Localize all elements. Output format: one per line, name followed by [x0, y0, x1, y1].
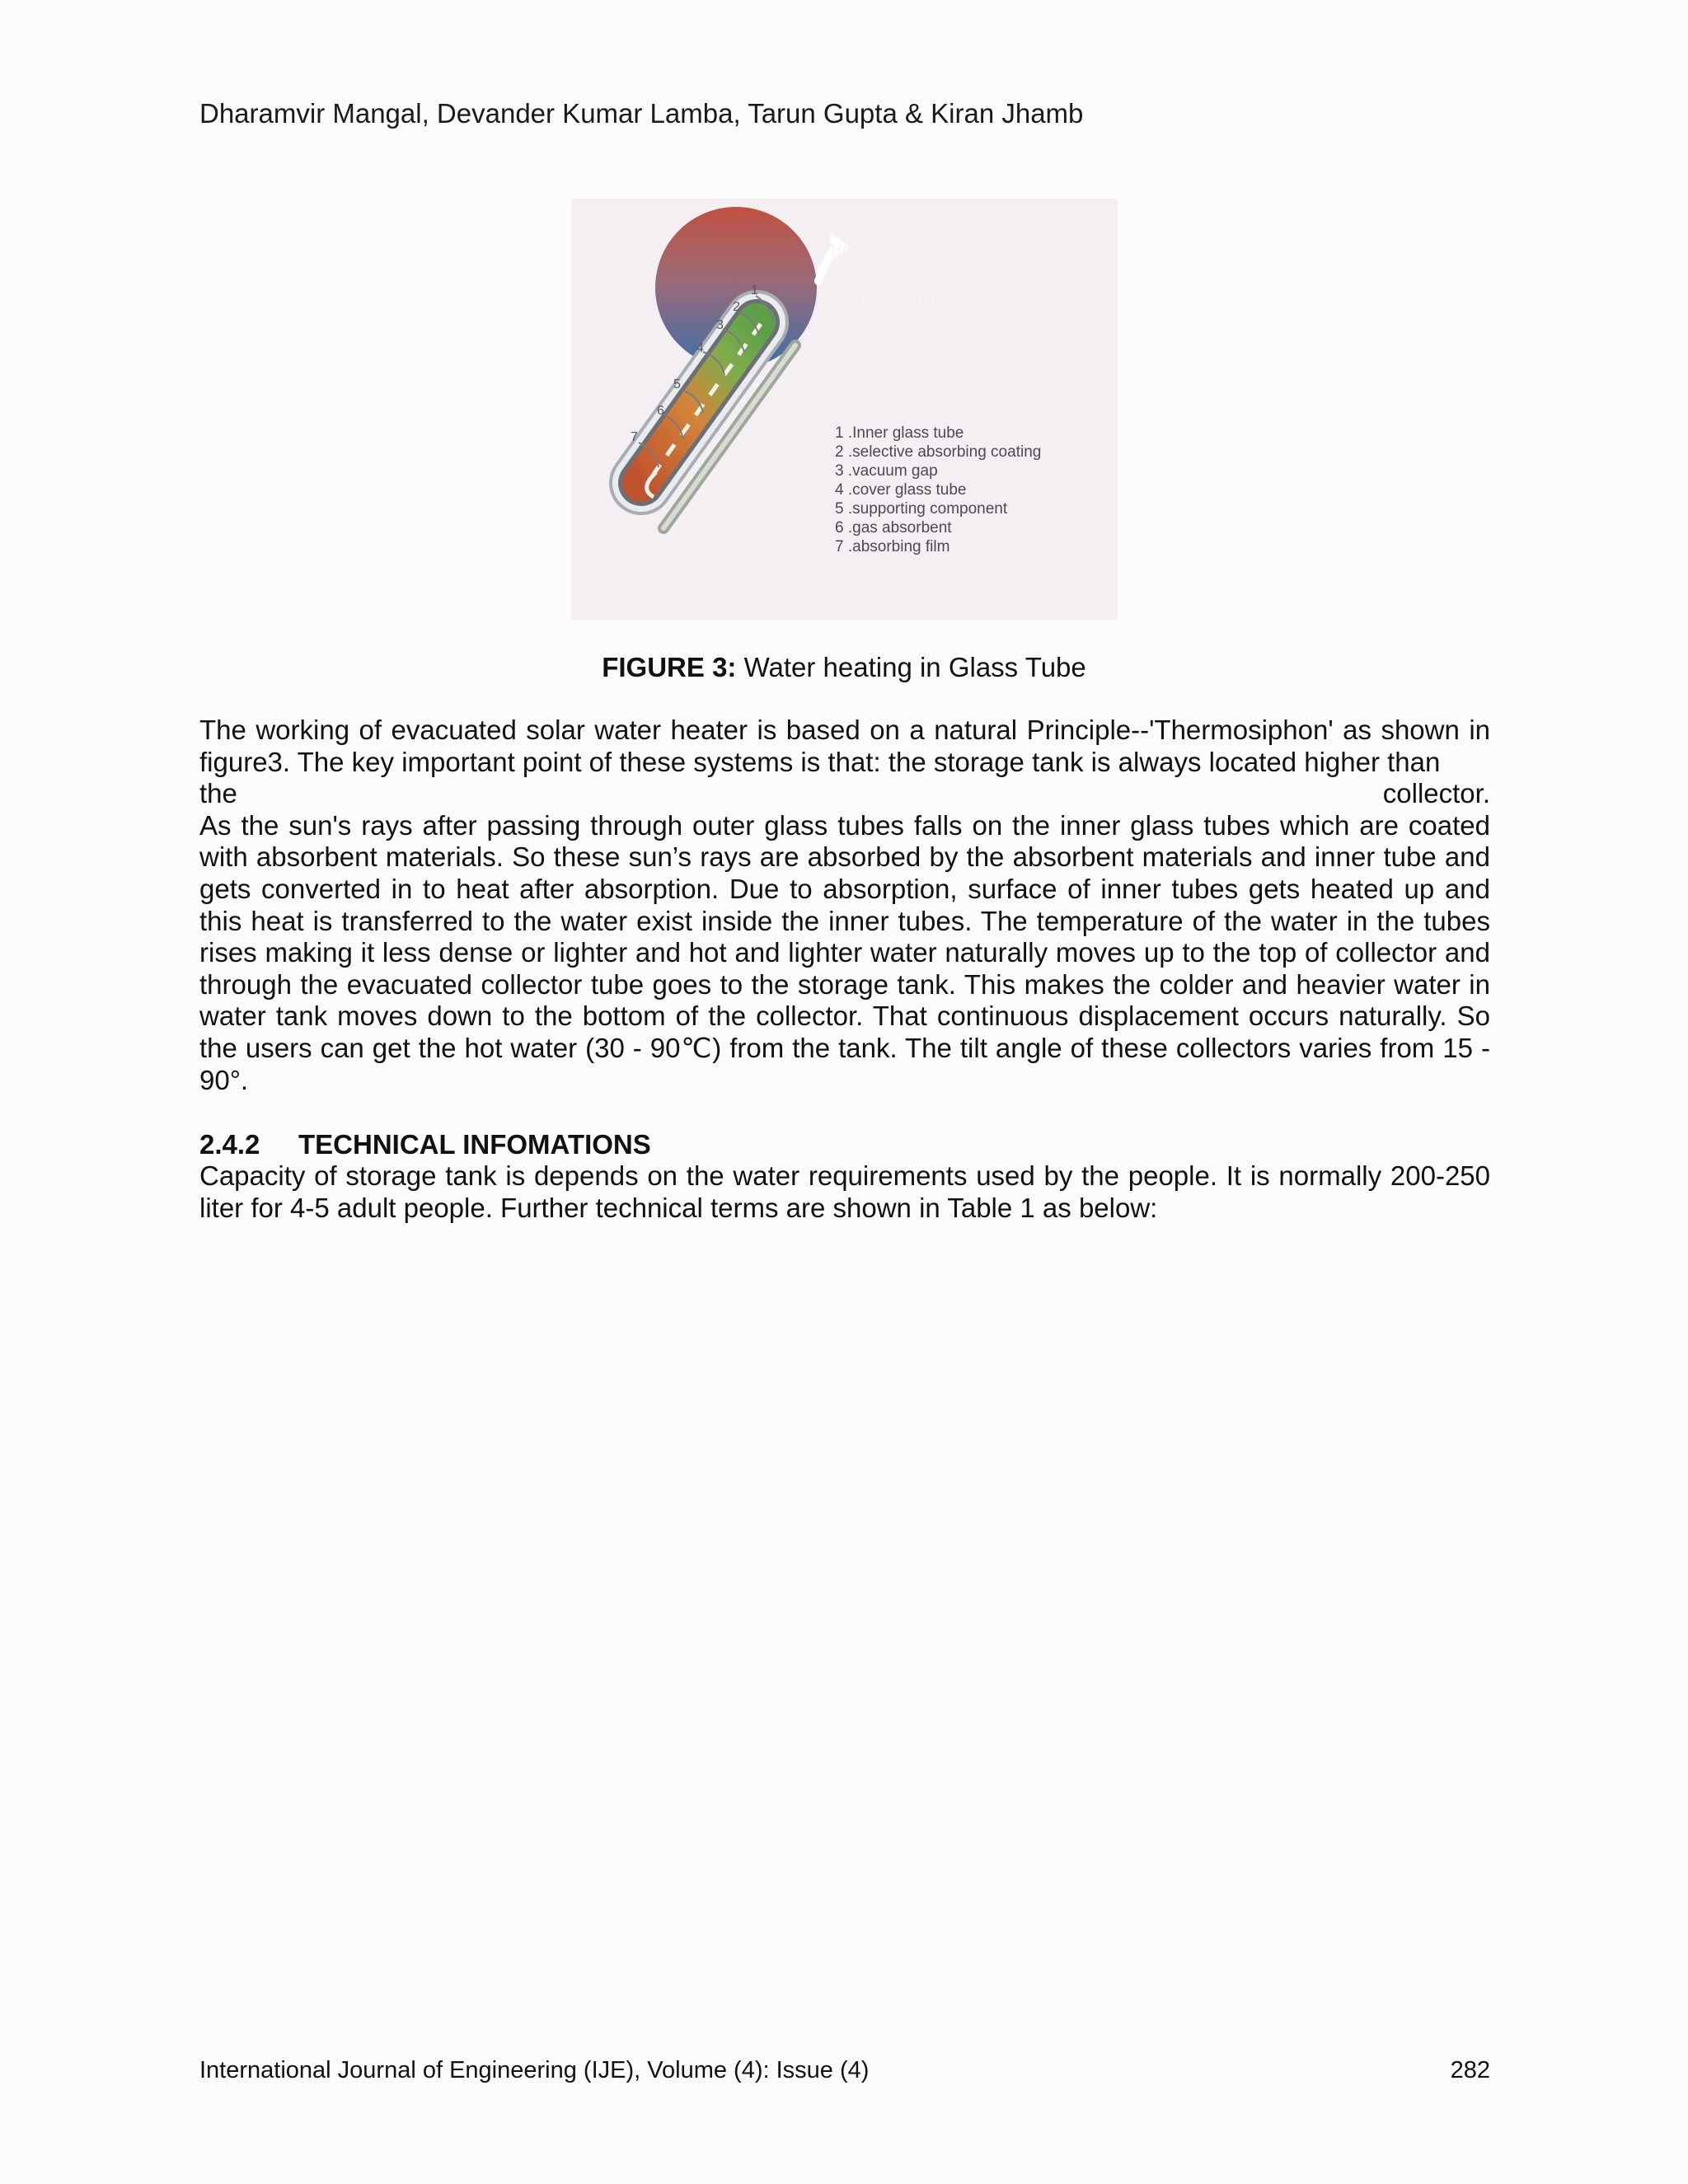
- section-heading: [199, 1128, 651, 1161]
- split-right-word: collector.: [1382, 778, 1490, 809]
- page-footer: [199, 2055, 1490, 2085]
- callout-1: 1: [751, 284, 758, 298]
- footer-page-number: 282: [1450, 2057, 1490, 2083]
- paragraph-thermosiphon: [199, 715, 1490, 1096]
- legend-item-6: 6 .gas absorbent: [835, 519, 952, 537]
- legend-item-2: 2 .selective absorbing coating: [835, 443, 1042, 461]
- callout-4: 4: [696, 341, 704, 355]
- paragraph-1-rest: As the sun's rays after passing through outer glass tubes falls on the inner glass tubes which are coated with absorbent materials. So these sun’s rays are absorbed by the absorbent materials and inner tube and gets converted in to heat after absorption. Due to absorption, surface of inner tubes gets heated up and this heat is transferred to the water exist inside the inner tubes. The temperature of the water in the tubes rises making it less dense or lighter and hot and lighter water naturally moves up to the top of collector and through the evacuated collector tube goes to the storage tank. This makes the colder and heavier water in water tank moves down to the bottom of the collector. That continuous displacement occurs naturally. So the users can get the hot water (30 - 90℃) from the tank. The tilt angle of these collectors varies from 15 - 90°.: [199, 809, 1490, 1095]
- figure-3-image: [571, 199, 1118, 620]
- paragraph-1-split-line: [199, 778, 1490, 810]
- callout-6: 6: [657, 404, 664, 418]
- legend-item-5: 5 .supporting component: [835, 500, 1008, 518]
- callout-7: 7: [631, 430, 638, 444]
- evacuated-tube-diagram: [571, 199, 1118, 620]
- callout-5: 5: [673, 377, 681, 391]
- split-left-word: the: [199, 778, 237, 809]
- figure-caption-text: Water heating in Glass Tube: [736, 652, 1086, 682]
- cold-water-label: Cold water: [861, 293, 936, 310]
- footer-journal: International Journal of Engineering (IJE), Volume (4): Issue (4): [199, 2057, 870, 2083]
- legend-item-4: 4 .cover glass tube: [835, 481, 967, 499]
- figure-caption: [0, 651, 1688, 684]
- paragraph-1-text: The working of evacuated solar water heater is based on a natural Principle--'Thermosiphon' as shown in figure3. The key important point of these systems is that: the storage tank is always located higher than: [199, 715, 1490, 777]
- legend-item-7: 7 .absorbing film: [835, 538, 950, 555]
- hot-water-label: Hot water: [831, 241, 898, 259]
- legend-item-3: 3 .vacuum gap: [835, 462, 938, 480]
- legend-item-1: 1 .Inner glass tube: [835, 424, 964, 442]
- section-title: TECHNICAL INFOMATIONS: [298, 1129, 651, 1160]
- callout-2: 2: [733, 300, 740, 314]
- callout-3: 3: [716, 318, 724, 332]
- figure-caption-label: FIGURE 3:: [602, 652, 737, 682]
- section-number: 2.4.2: [199, 1129, 260, 1160]
- paragraph-technical: Capacity of storage tank is depends on the water requirements used by the people. It is normally 200-250 liter for 4-5 adult people. Further technical terms are shown in Table 1 as below:: [199, 1160, 1490, 1223]
- running-head-authors: Dharamvir Mangal, Devander Kumar Lamba, Tarun Gupta & Kiran Jhamb: [199, 98, 1084, 129]
